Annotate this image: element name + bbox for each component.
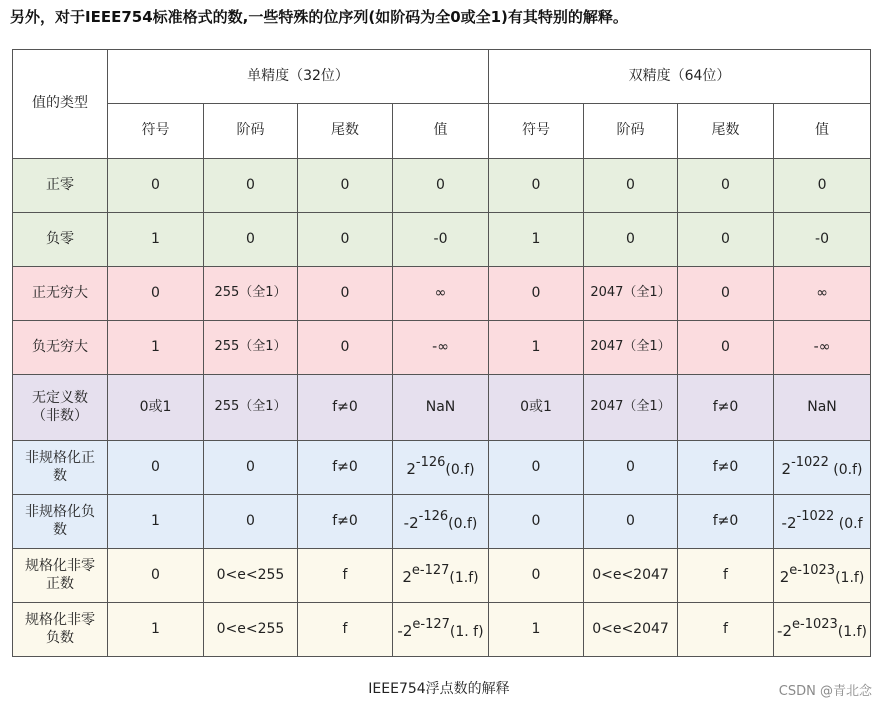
cell: 0 [489,495,584,549]
watermark: CSDN @青北念 [778,684,872,699]
formula-tail: (1.f) [835,570,865,587]
header-value: 值 [393,104,489,159]
type-cell: 正零 [13,159,108,213]
type-cell: 负无穷大 [13,321,108,375]
header-mantissa: 尾数 [678,104,774,159]
cell: f≠0 [298,441,393,495]
value-formula [393,603,489,657]
cell: 0 [204,213,298,267]
cell: 2047（全1） [584,321,678,375]
cell: 0或1 [489,375,584,441]
formula-exponent: e-127 [411,563,450,579]
cell: 0 [584,159,678,213]
formula-tail: (1.f) [837,624,867,641]
formula-exponent: -1022 [791,455,829,471]
header-exponent: 阶码 [584,104,678,159]
ieee754-table [12,49,871,657]
page-heading: 另外，对于IEEE754标准格式的数,一些特殊的位序列(如阶码为全0或全1)有其特别的解释。 [10,8,628,26]
formula-tail: (0.f) [828,462,863,479]
type-line-2: （非数） [32,407,88,424]
formula-base: 2 [402,568,412,587]
row-negative-infinity [13,321,871,375]
value-formula [393,549,489,603]
cell: 1 [108,213,204,267]
formula-tail: (0.f [834,516,863,533]
type-line-1: 无定义数 [32,390,88,406]
formula-exponent: -126 [415,455,446,471]
formula-base: -2 [397,622,413,641]
cell: 0 [298,321,393,375]
type-cell: 正无穷大 [13,267,108,321]
value-formula [774,495,871,549]
type-cell [13,375,108,441]
formula-tail: (1.f) [449,570,479,587]
cell: 0 [204,441,298,495]
row-nan [13,375,871,441]
cell: 0 [108,159,204,213]
type-cell [13,549,108,603]
cell: 0或1 [108,375,204,441]
cell: 255（全1） [204,267,298,321]
cell: f [678,549,774,603]
type-line-1: 规格化非零 [25,558,95,574]
formula-base: -2 [777,622,792,641]
type-cell [13,495,108,549]
header-sign: 符号 [108,104,204,159]
cell: 2047（全1） [584,375,678,441]
cell: 0 [298,267,393,321]
cell: NaN [774,375,871,441]
cell: 0<e<2047 [584,549,678,603]
formula-base: -2 [403,514,419,533]
type-line-2: 负数 [46,629,74,646]
cell: 0 [108,267,204,321]
formula-tail: (0.f) [448,516,478,533]
cell: -0 [774,213,871,267]
header-mantissa: 尾数 [298,104,393,159]
value-formula [393,441,489,495]
cell: 0 [204,159,298,213]
cell: -0 [393,213,489,267]
cell: 0 [393,159,489,213]
header-sign: 符号 [489,104,584,159]
formula-base: 2 [781,460,792,479]
cell: 1 [489,321,584,375]
type-line-2: 数 [53,521,67,538]
cell: 0 [204,495,298,549]
cell: 0<e<255 [204,549,298,603]
cell: f≠0 [678,495,774,549]
cell: f [298,549,393,603]
cell: -∞ [774,321,871,375]
row-denormal-positive [13,441,871,495]
value-formula [393,495,489,549]
cell: 0 [298,159,393,213]
cell: 0 [584,441,678,495]
formula-exponent: -126 [418,509,449,525]
formula-base: 2 [406,460,416,479]
formula-exponent: -1022 [796,509,835,525]
cell: 0 [489,159,584,213]
row-negative-zero [13,213,871,267]
cell: ∞ [774,267,871,321]
row-denormal-negative [13,495,871,549]
cell: f [298,603,393,657]
cell: 1 [108,603,204,657]
header-exponent: 阶码 [204,104,298,159]
header-value: 值 [774,104,871,159]
header-row-2 [13,104,871,159]
value-formula [774,549,871,603]
formula-tail: (0.f) [445,462,475,479]
cell: 0<e<2047 [584,603,678,657]
row-positive-infinity [13,267,871,321]
type-line-2: 正数 [46,575,74,592]
cell: 0 [489,549,584,603]
formula-base: 2 [779,568,790,587]
table-caption: IEEE754浮点数的解释 [368,681,510,697]
type-line-1: 非规格化正 [25,450,95,466]
cell: f≠0 [678,375,774,441]
cell: 0 [298,213,393,267]
cell: 0 [108,549,204,603]
formula-exponent: e-1023 [792,617,838,633]
header-double: 双精度（64位） [489,50,871,104]
type-cell: 负零 [13,213,108,267]
cell: 2047（全1） [584,267,678,321]
formula-base: -2 [781,514,797,533]
formula-exponent: e-127 [412,617,450,633]
cell: f≠0 [298,495,393,549]
cell: NaN [393,375,489,441]
cell: 0<e<255 [204,603,298,657]
cell: f≠0 [298,375,393,441]
cell: ∞ [393,267,489,321]
value-formula [774,603,871,657]
header-type: 值的类型 [13,50,108,159]
cell: 0 [678,321,774,375]
cell: 255（全1） [204,375,298,441]
row-normal-negative [13,603,871,657]
value-formula [774,441,871,495]
cell: 1 [108,495,204,549]
formula-exponent: e-1023 [789,563,836,579]
cell: 0 [584,213,678,267]
header-row-1 [13,50,871,104]
cell: 0 [774,159,871,213]
header-single: 单精度（32位） [108,50,489,104]
cell: 1 [108,321,204,375]
type-line-1: 规格化非零 [25,612,95,628]
cell: 0 [678,213,774,267]
type-cell [13,603,108,657]
type-line-1: 非规格化负 [25,504,95,520]
cell: 0 [489,441,584,495]
cell: 1 [489,603,584,657]
cell: f [678,603,774,657]
cell: 0 [678,159,774,213]
row-positive-zero [13,159,871,213]
cell: 0 [678,267,774,321]
cell: 1 [489,213,584,267]
cell: f≠0 [678,441,774,495]
type-cell [13,441,108,495]
row-normal-positive [13,549,871,603]
cell: 0 [108,441,204,495]
cell: 255（全1） [204,321,298,375]
cell: 0 [489,267,584,321]
type-line-2: 数 [53,467,67,484]
formula-tail: (1. f) [449,624,484,641]
cell: -∞ [393,321,489,375]
cell: 0 [584,495,678,549]
